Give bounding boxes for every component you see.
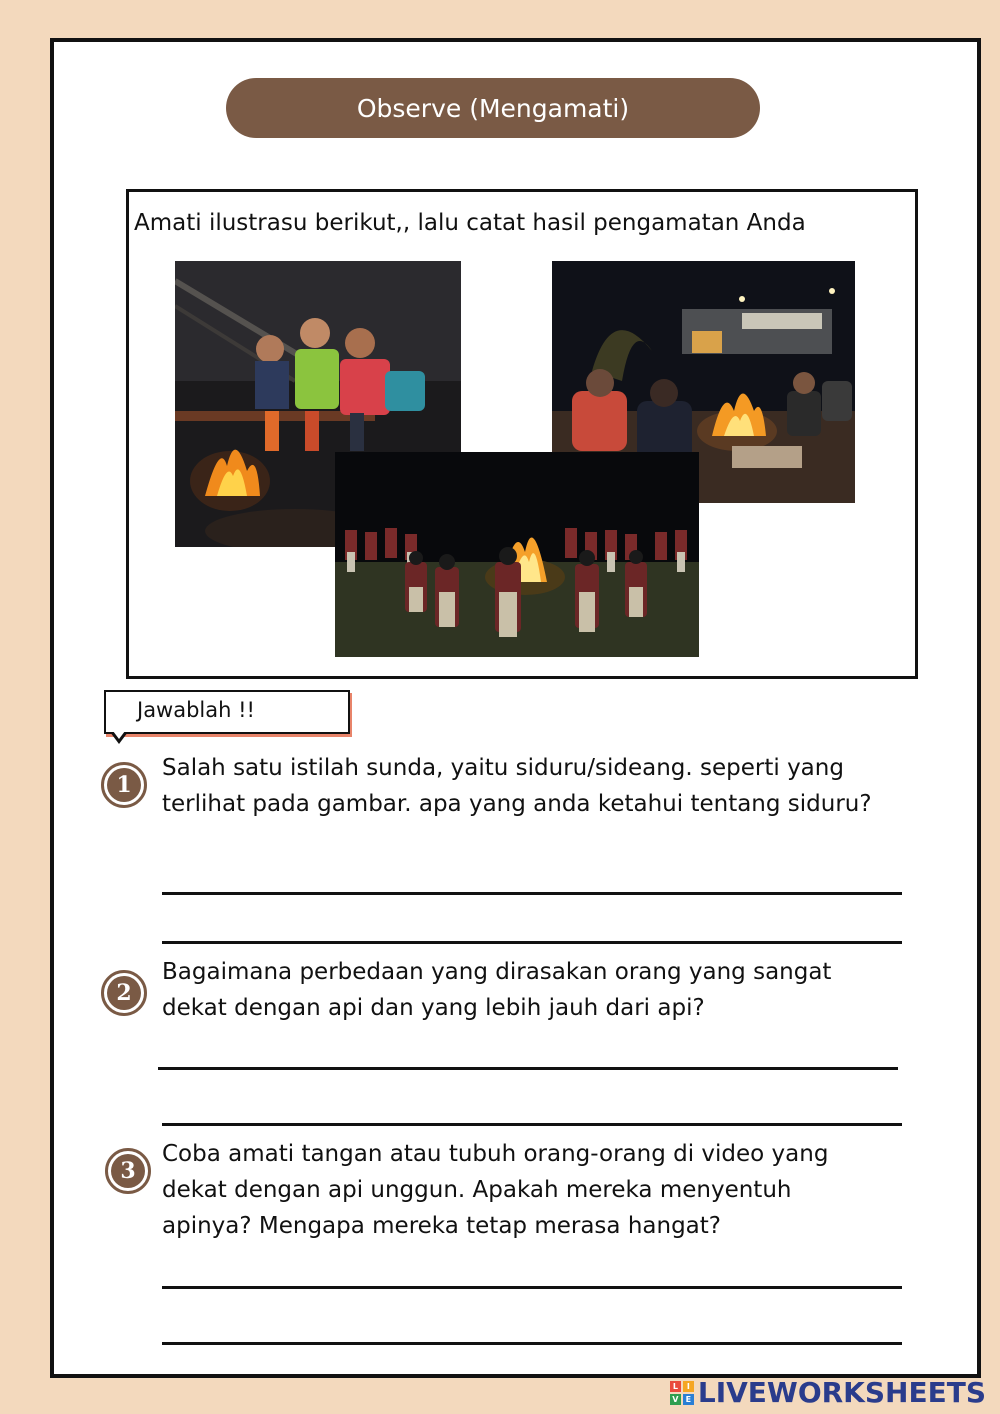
question-text: Coba amati tangan atau tubuh orang-orang di video yang dekat dengan api unggun. Apakah mereka menyentuh apinya? Mengapa mereka tetap merasa hangat? (162, 1141, 829, 1239)
question-number: 3 (111, 1154, 145, 1188)
observation-instruction: Amati ilustrasu berikut,, lalu catat hasil pengamatan Anda (134, 210, 806, 236)
answer-callout-label: Jawablah !! (137, 698, 255, 722)
question-text: Salah satu istilah sunda, yaitu siduru/sideang. seperti yang terlihat pada gambar. apa yang anda ketahui tentang siduru? (162, 755, 872, 817)
question-number: 2 (107, 976, 141, 1010)
logo-letter: E (683, 1394, 694, 1405)
question-number: 1 (107, 768, 141, 802)
section-title: Observe (Mengamati) (356, 93, 630, 123)
brand-name: LIVEWORKSHEETS (697, 1376, 986, 1409)
logo-letter: L (670, 1381, 681, 1392)
question-number-badge (105, 1148, 151, 1194)
answer-line[interactable] (162, 1286, 902, 1289)
question-text: Bagaimana perbedaan yang dirasakan orang yang sangat dekat dengan api dan yang lebih jauh dari api? (162, 959, 832, 1021)
observation-box (126, 189, 918, 679)
worksheet-page (50, 38, 981, 1378)
answer-line[interactable] (158, 1067, 898, 1070)
answer-line[interactable] (162, 1123, 902, 1126)
answer-line[interactable] (162, 892, 902, 895)
callout-tail-inner (113, 731, 125, 739)
photo-bonfire-ceremony-icon (335, 452, 699, 657)
answer-callout (104, 690, 350, 734)
question-number-badge (101, 762, 147, 808)
section-title-banner (226, 78, 760, 138)
answer-line[interactable] (162, 941, 902, 944)
question-number-badge (101, 970, 147, 1016)
logo-letter: V (670, 1394, 681, 1405)
logo-mark-icon (670, 1381, 694, 1405)
logo-letter: I (683, 1381, 694, 1392)
answer-line[interactable] (162, 1342, 902, 1345)
liveworksheets-logo (670, 1376, 986, 1409)
